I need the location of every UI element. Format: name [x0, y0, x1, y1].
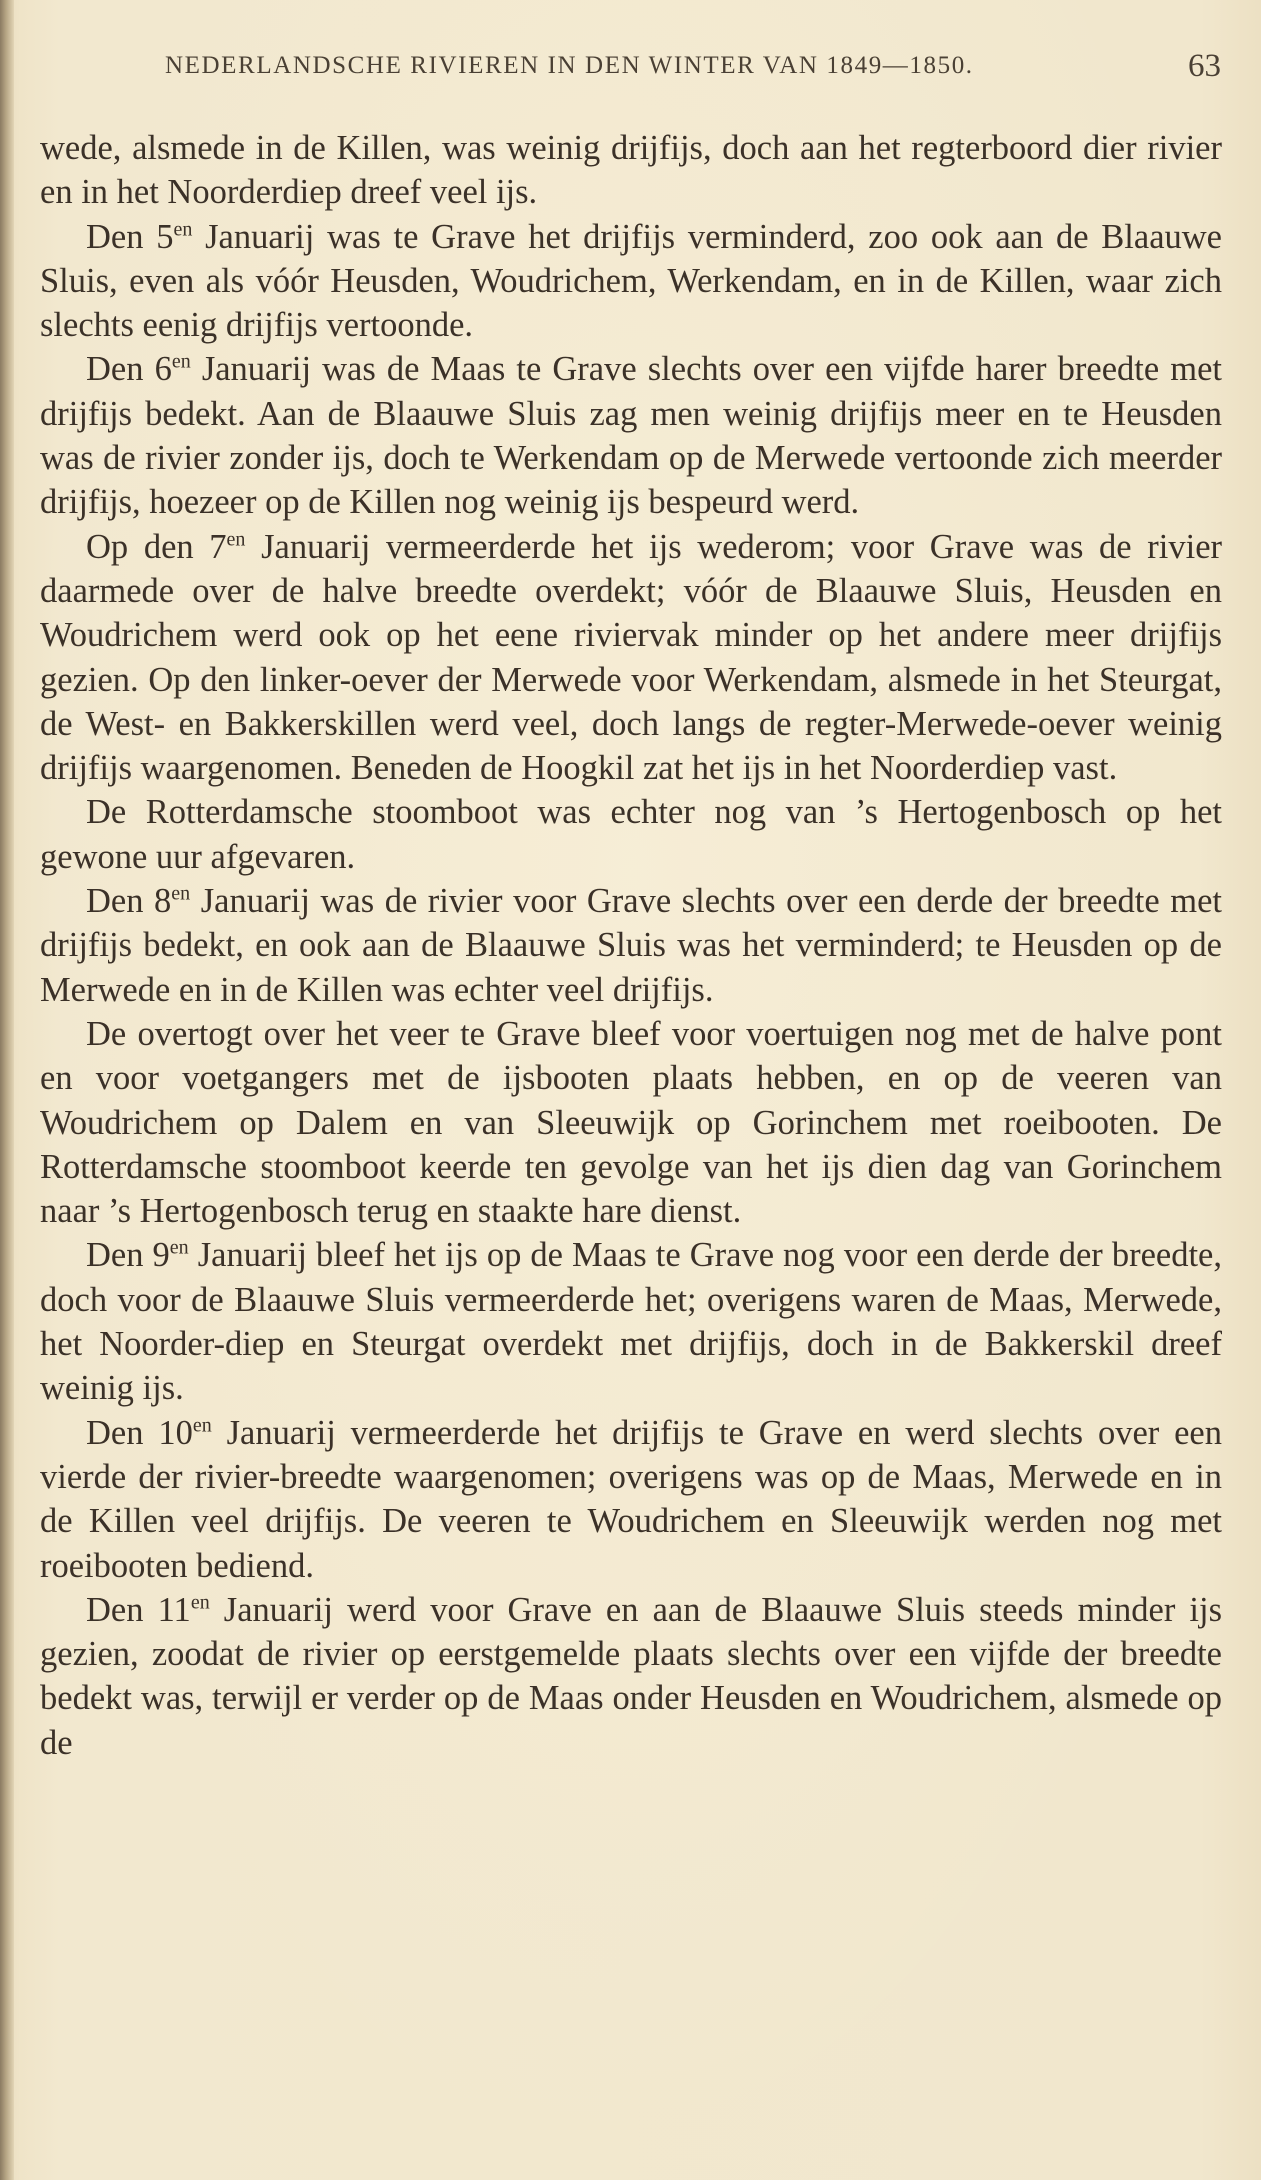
- paragraph: [40, 1411, 1222, 1588]
- ordinal-suffix: en: [192, 1414, 212, 1437]
- ordinal-suffix: en: [173, 218, 193, 241]
- paragraph: [40, 126, 1222, 215]
- date-prefix: Den 9: [86, 1236, 170, 1275]
- book-spine-shadow: [0, 0, 14, 2180]
- paragraph: [40, 347, 1222, 524]
- paragraph: [40, 525, 1222, 791]
- paragraph-text: wede, alsmede in de Killen, was weinig drijfijs, doch aan het regterboord dier rivier en in het Noorderdiep dreef veel ijs.: [40, 129, 1222, 212]
- ordinal-suffix: en: [190, 1591, 210, 1614]
- date-prefix: Den 6: [86, 350, 172, 389]
- ordinal-suffix: en: [171, 882, 191, 905]
- paragraph-text: Januarij bleef het ijs op de Maas te Grave nog voor een derde der breedte, doch voor de Blaauwe Sluis vermeerderde het; overigens waren de Maas, Merwede, het Noorder-diep en Steurgat overdekt met drijfijs, doch in de Bakkerskil dreef weinig ijs.: [40, 1236, 1222, 1408]
- ordinal-suffix: en: [171, 350, 191, 373]
- paragraph-text: Januarij was de rivier voor Grave slechts over een derde der breedte met drijfijs bedekt, en ook aan de Blaauwe Sluis was het verminderd; te Heusden op de Merwede en in de Killen was echter veel drijfijs.: [40, 882, 1222, 1009]
- paragraph-text: De Rotterdamsche stoomboot was echter nog van ’s Hertogenbosch op het gewone uur afgevaren.: [40, 793, 1222, 876]
- paragraph-text: Januarij werd voor Grave en aan de Blaauwe Sluis steeds minder ijs gezien, zoodat de rivier op eerstgemelde plaats slechts over een vijfde der breedte bedekt was, terwijl er verder op de Maas onder Heusden en Woudrichem, alsmede op de: [40, 1590, 1223, 1762]
- body-text: [40, 126, 1222, 1765]
- paragraph: [40, 790, 1222, 879]
- paragraph: [40, 879, 1222, 1012]
- ordinal-suffix: en: [226, 528, 246, 551]
- paragraph: [40, 215, 1222, 348]
- date-prefix: Den 11: [86, 1590, 191, 1629]
- page-number: 63: [1188, 48, 1221, 84]
- paragraph-text: Januarij vermeerderde het drijfijs te Grave en werd slechts over een vierde der rivier-breedte waargenomen; overigens was op de Maas, Merwede en in de Killen veel drijfijs. De veeren te Woudrichem en Sleeuwijk werden nog met roeibooten bediend.: [40, 1413, 1222, 1585]
- paragraph-text: Januarij vermeerderde het ijs wederom; voor Grave was de rivier daarmede over de halve breedte overdekt; vóór de Blaauwe Sluis, Heusden en Woudrichem werd ook op het eene riviervak minder op het andere meer drijfijs gezien. Op den linker-oever der Merwede voor Werkendam, alsmede in het Steurgat, de West- en Bakkerskillen werd veel, doch langs de regter-Merwede-oever weinig drijfijs waargenomen. Beneden de Hoogkil zat het ijs in het Noorderdiep vast.: [40, 527, 1222, 788]
- paragraph-text: Januarij was de Maas te Grave slechts over een vijfde harer breedte met drijfijs bedekt. Aan de Blaauwe Sluis zag men weinig drijfijs meer en te Heusden was de rivier zonder ijs, doch te Werkendam op de Merwede vertoonde zich meerder drijfijs, hoezeer op de Killen nog weinig ijs bespeurd werd.: [40, 350, 1222, 522]
- date-prefix: Den 8: [86, 882, 172, 921]
- running-title: NEDERLANDSCHE RIVIEREN IN DEN WINTER VAN 1849—1850.: [165, 52, 974, 79]
- date-prefix: Den 10: [86, 1413, 193, 1452]
- paragraph: [40, 1588, 1222, 1765]
- paragraph: [40, 1233, 1222, 1410]
- page-header: [0, 48, 1261, 112]
- paragraph: [40, 1012, 1222, 1233]
- paragraph-text: De overtogt over het veer te Grave bleef voor voertuigen nog met de halve pont en voor voetgangers met de ijsbooten plaats hebben, en op de veeren van Woudrichem op Dalem en van Sleeuwijk op Gorinchem met roeibooten. De Rotterdamsche stoomboot keerde ten gevolge van het ijs dien dag van Gorinchem naar ’s Hertogenbosch terug en staakte hare dienst.: [40, 1014, 1222, 1231]
- date-prefix: Den 5: [86, 217, 174, 256]
- paragraph-text: Januarij was te Grave het drijfijs verminderd, zoo ook aan de Blaauwe Sluis, even als vóór Heusden, Woudrichem, Werkendam, en in de Killen, waar zich slechts eenig drijfijs vertoonde.: [40, 217, 1222, 345]
- date-prefix: Op den 7: [86, 527, 227, 566]
- ordinal-suffix: en: [169, 1236, 189, 1259]
